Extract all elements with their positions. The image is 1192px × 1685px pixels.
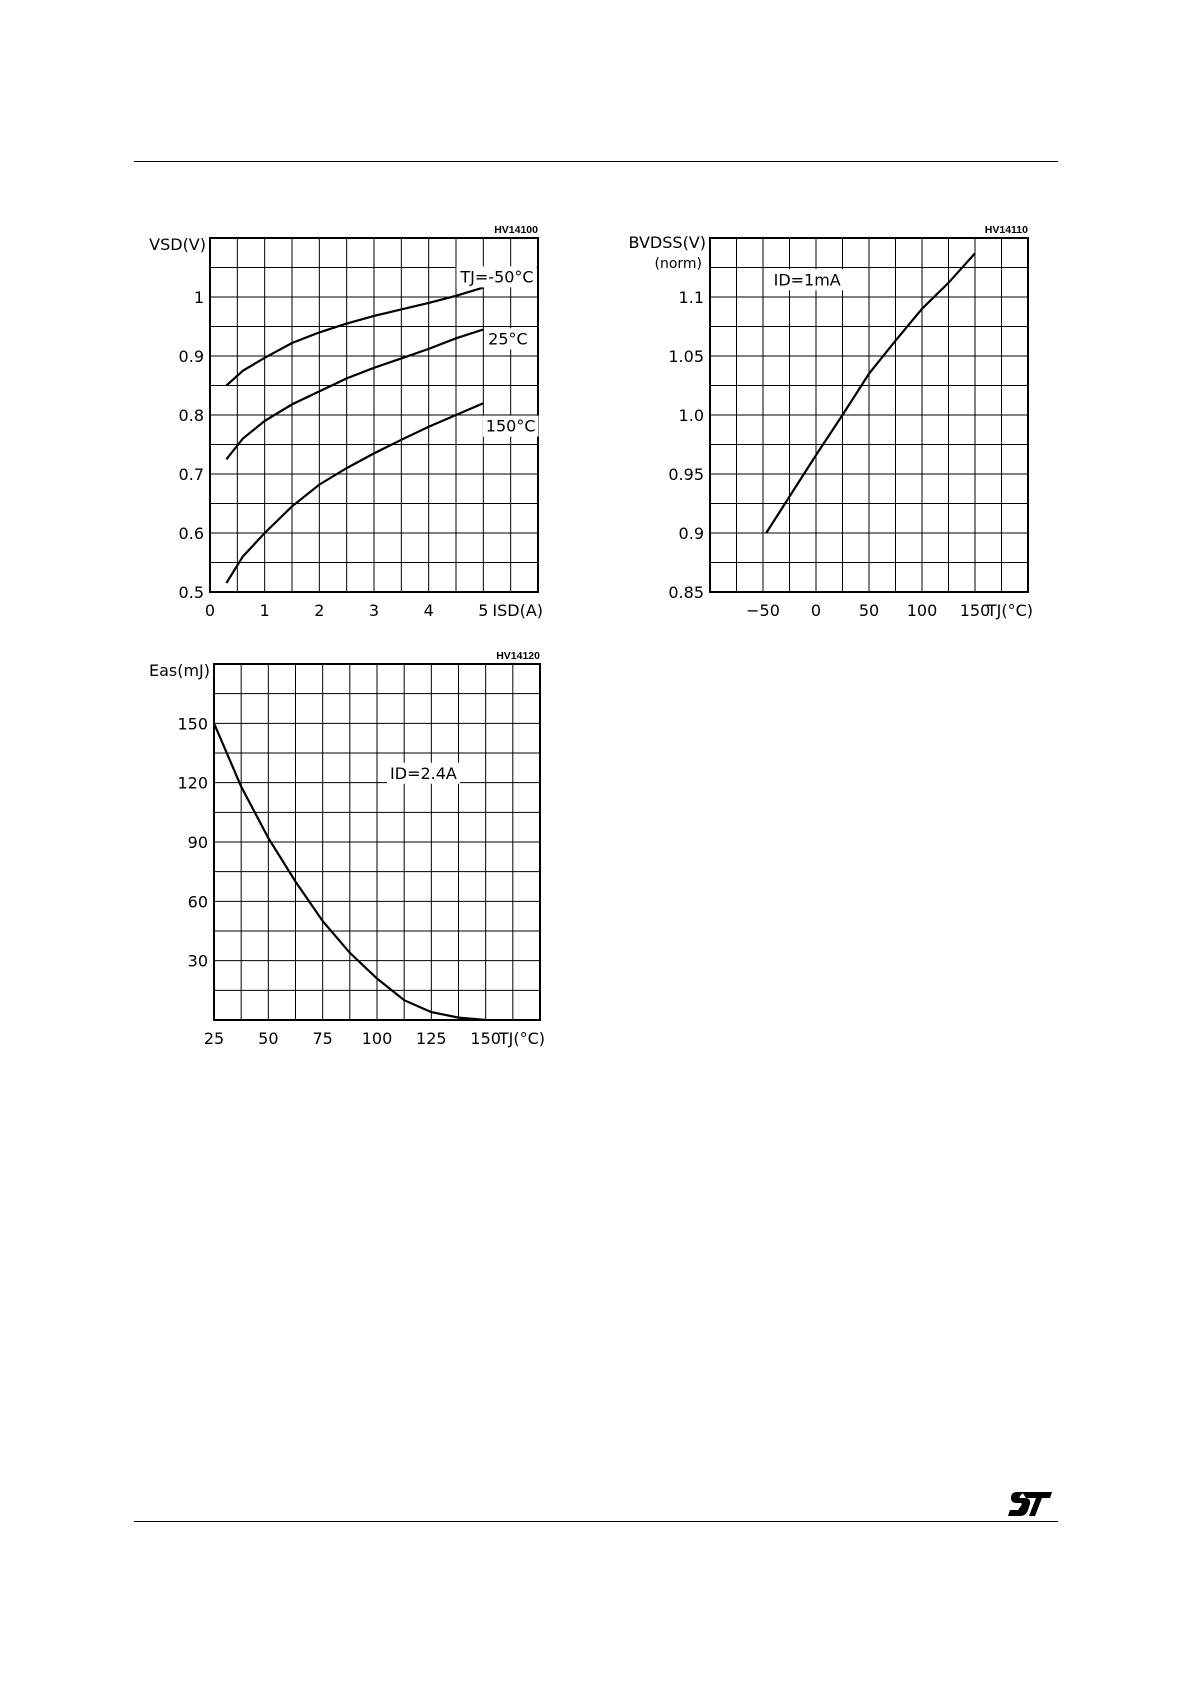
x-tick-label: 1 xyxy=(259,601,270,620)
y-tick-label: 1.05 xyxy=(668,347,704,366)
x-tick-label: 4 xyxy=(423,601,434,620)
grid xyxy=(214,664,540,1020)
bvdss-vs-temperature-chart xyxy=(628,220,1058,630)
condition-annotation: ID=2.4A xyxy=(390,763,457,783)
x-tick-label: 100 xyxy=(361,1029,393,1048)
y-tick-label: 1.1 xyxy=(678,288,704,307)
footer-rule xyxy=(134,1521,1058,1522)
x-tick-label: 75 xyxy=(312,1029,333,1048)
y-tick-label: 0.7 xyxy=(178,465,204,484)
x-tick-label: 50 xyxy=(258,1029,279,1048)
y-tick-label: 0.5 xyxy=(178,583,204,602)
x-tick-label: 100 xyxy=(906,601,938,620)
grid xyxy=(710,238,1028,592)
x-tick-label: 150 xyxy=(959,601,991,620)
y-tick-label: 90 xyxy=(187,833,208,852)
y-tick-label: 0.95 xyxy=(668,465,704,484)
x-axis-label: ISD(A) xyxy=(492,601,543,620)
x-tick-label: 50 xyxy=(858,601,880,620)
x-tick-label: 0 xyxy=(810,601,822,620)
y-tick-label: 0.8 xyxy=(178,406,204,425)
y-tick-label: 60 xyxy=(187,892,208,912)
x-tick-label: 0 xyxy=(204,601,216,620)
y-tick-label: 150 xyxy=(177,714,208,734)
header-rule xyxy=(134,161,1058,162)
y-axis-label: BVDSS(V) xyxy=(628,233,706,252)
x-tick-label: 125 xyxy=(416,1029,447,1048)
series-label-2: 25°C xyxy=(488,329,528,349)
x-tick-label: 2 xyxy=(314,601,325,620)
x-tick-label: 3 xyxy=(368,601,380,620)
y-tick-label: 0.9 xyxy=(178,347,204,366)
series-label-1: TJ=-50°C xyxy=(460,267,534,287)
series-label-3: 150°C xyxy=(485,416,536,436)
eas-vs-temperature-chart xyxy=(150,648,570,1048)
chart-code: HV14120 xyxy=(496,650,540,662)
x-axis-label: TJ(°C) xyxy=(986,601,1033,620)
y-tick-label: 120 xyxy=(177,773,208,793)
chart-code: HV14110 xyxy=(984,224,1028,236)
x-tick-label: −50 xyxy=(746,601,780,620)
x-axis-label: TJ(°C) xyxy=(498,1029,545,1048)
condition-annotation: ID=1mA xyxy=(773,270,841,290)
y-tick-label: 0.85 xyxy=(668,583,704,602)
y-axis-label: Eas(mJ) xyxy=(148,661,210,680)
y-axis-label: VSD(V) xyxy=(149,235,206,254)
st-logo xyxy=(1008,1488,1058,1520)
y-tick-label: 1.0 xyxy=(678,406,704,425)
y-tick-label: 30 xyxy=(187,951,208,971)
vsd-vs-isd-chart xyxy=(150,220,570,630)
chart-code: HV14100 xyxy=(494,224,538,236)
y-tick-label: 1 xyxy=(193,288,204,307)
series-line-1 xyxy=(766,253,975,533)
y-tick-label: 0.9 xyxy=(678,524,704,543)
y-axis-label-secondary: (norm) xyxy=(654,256,702,272)
y-tick-label: 0.6 xyxy=(178,524,204,543)
x-tick-label: 150 xyxy=(470,1029,501,1048)
x-tick-label: 5 xyxy=(478,601,489,620)
x-tick-label: 25 xyxy=(203,1029,225,1048)
